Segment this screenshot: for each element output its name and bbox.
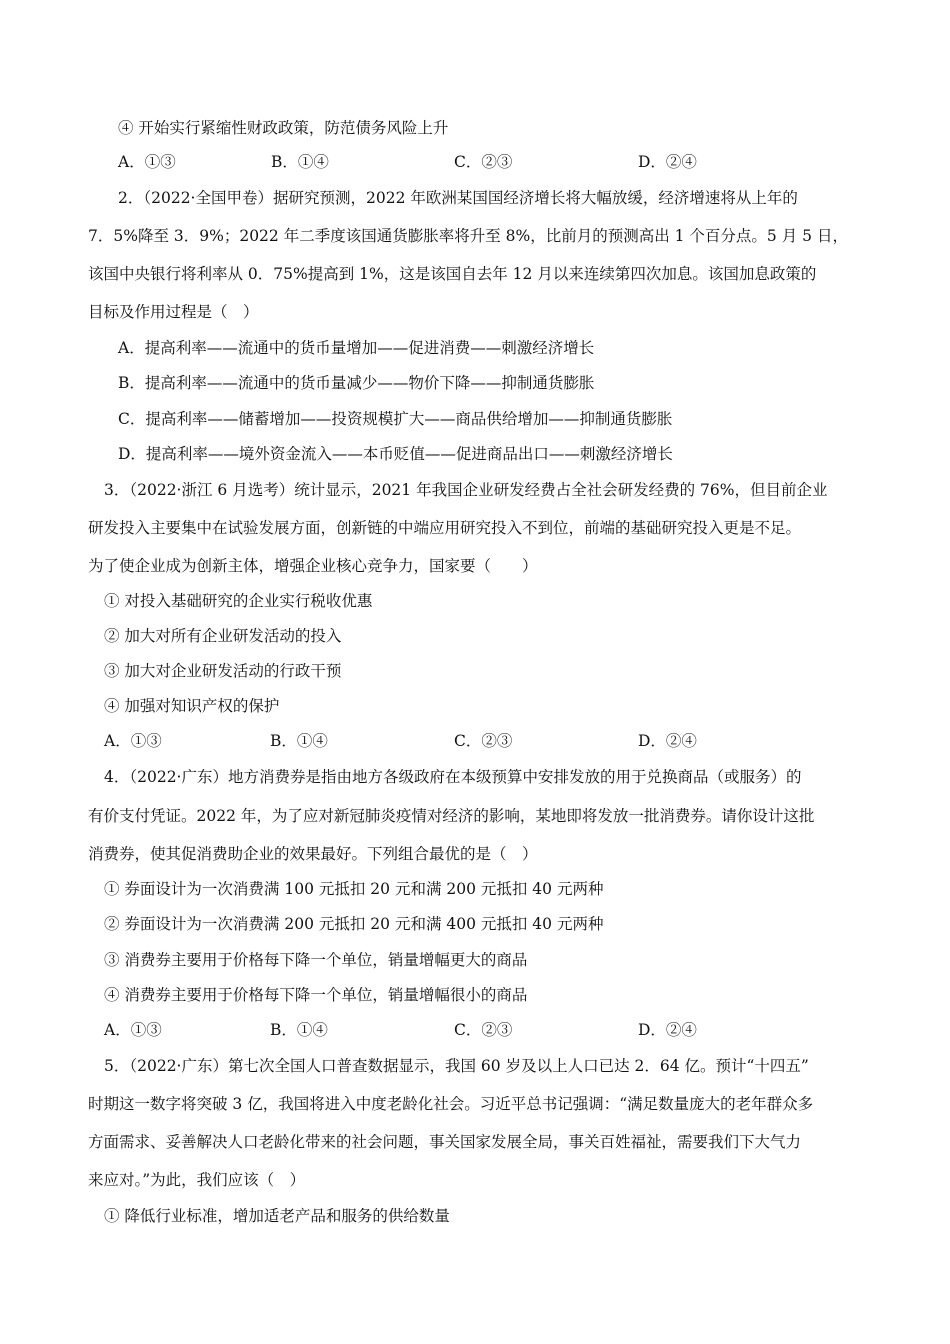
q5-item: ① 降低行业标准，增加适老产品和服务的供给数量 <box>104 1207 450 1225</box>
q3-item: ③ 加大对企业研发活动的行政干预 <box>104 662 342 680</box>
q3-option-b[interactable]: B．①④ <box>270 732 328 750</box>
q4-item: ④ 消费券主要用于价格每下降一个单位，销量增幅很小的商品 <box>104 986 528 1004</box>
q4-item: ① 券面设计为一次消费满 100 元抵扣 20 元和满 200 元抵扣 40 元两种 <box>104 880 604 898</box>
q4-item: ② 券面设计为一次消费满 200 元抵扣 20 元和满 400 元抵扣 40 元两种 <box>104 915 604 933</box>
q5-stem-line: 方面需求、妥善解决人口老龄化带来的社会问题，事关国家发展全局，事关百姓福祉，需要我们下大气力 <box>88 1133 802 1151</box>
q2-option-a[interactable]: A．提高利率——流通中的货币量增加——促进消费——刺激经济增长 <box>118 339 595 357</box>
q1-item-4: ④ 开始实行紧缩性财政政策，防范债务风险上升 <box>118 119 449 137</box>
q3-stem-line: 研发投入主要集中在试验发展方面，创新链的中端应用研究投入不到位，前端的基础研究投入更是不足。 <box>88 519 802 537</box>
q4-option-d[interactable]: D．②④ <box>638 1021 697 1039</box>
q4-stem-line: 有价支付凭证。2022 年，为了应对新冠肺炎疫情对经济的影响，某地即将发放一批消费券。请你设计这批 <box>88 807 815 825</box>
q2-stem-line: 目标及作用过程是（ ） <box>88 303 259 321</box>
q4-options <box>104 1020 824 1040</box>
q3-item: ② 加大对所有企业研发活动的投入 <box>104 627 342 645</box>
q1-option-d[interactable]: D．②④ <box>638 153 697 171</box>
q2-option-c[interactable]: C．提高利率——储蓄增加——投资规模扩大——商品供给增加——抑制通货膨胀 <box>118 410 673 428</box>
q4-stem-line: 4．（2022·广东）地方消费券是指由地方各级政府在本级预算中安排发放的用于兑换商品（或服务）的 <box>104 768 802 786</box>
q3-options <box>104 731 824 751</box>
q4-option-b[interactable]: B．①④ <box>270 1021 328 1039</box>
q3-item: ④ 加强对知识产权的保护 <box>104 697 280 715</box>
q1-option-c[interactable]: C．②③ <box>454 153 513 171</box>
q2-stem-line: 2．（2022·全国甲卷）据研究预测，2022 年欧洲某国国经济增长将大幅放缓，经济增速将从上年的 <box>118 189 798 207</box>
q5-stem-line: 5．（2022·广东）第七次全国人口普查数据显示，我国 60 岁及以上人口已达 2．64 亿。预计“十四五” <box>104 1057 809 1075</box>
q1-option-b[interactable]: B．①④ <box>271 153 329 171</box>
q1-options <box>118 152 838 172</box>
q5-stem-line: 来应对。”为此，我们应该（ ） <box>88 1171 306 1189</box>
q5-stem-line: 时期这一数字将突破 3 亿，我国将进入中度老龄化社会。习近平总书记强调：“满足数量庞大的老年群众多 <box>88 1095 814 1113</box>
q3-item: ① 对投入基础研究的企业实行税收优惠 <box>104 592 373 610</box>
q2-option-d[interactable]: D．提高利率——境外资金流入——本币贬值——促进商品出口——刺激经济增长 <box>118 445 673 463</box>
q4-item: ③ 消费券主要用于价格每下降一个单位，销量增幅更大的商品 <box>104 951 528 969</box>
q3-option-d[interactable]: D．②④ <box>638 732 697 750</box>
q4-option-a[interactable]: A．①③ <box>104 1021 162 1039</box>
q4-option-c[interactable]: C．②③ <box>454 1021 513 1039</box>
q3-stem-line: 为了使企业成为创新主体，增强企业核心竞争力，国家要（ ） <box>88 557 538 575</box>
q2-option-b[interactable]: B．提高利率——流通中的货币量减少——物价下降——抑制通货膨胀 <box>118 374 595 392</box>
q3-stem-line: 3．（2022·浙江 6 月选考）统计显示，2021 年我国企业研发经费占全社会研发经费的 76%，但目前企业 <box>104 481 828 499</box>
q3-option-c[interactable]: C．②③ <box>454 732 513 750</box>
q2-stem-line: 7．5%降至 3．9%；2022 年二季度该国通货膨胀率将升至 8%，比前月的预测高出 1 个百分点。5 月 5 日， <box>88 227 848 245</box>
q3-option-a[interactable]: A．①③ <box>104 732 162 750</box>
q4-stem-line: 消费券，使其促消费助企业的效果最好。下列组合最优的是（ ） <box>88 845 538 863</box>
q2-stem-line: 该国中央银行将利率从 0．75%提高到 1%，这是该国自去年 12 月以来连续第四次加息。该国加息政策的 <box>88 265 817 283</box>
q1-option-a[interactable]: A．①③ <box>118 153 176 171</box>
